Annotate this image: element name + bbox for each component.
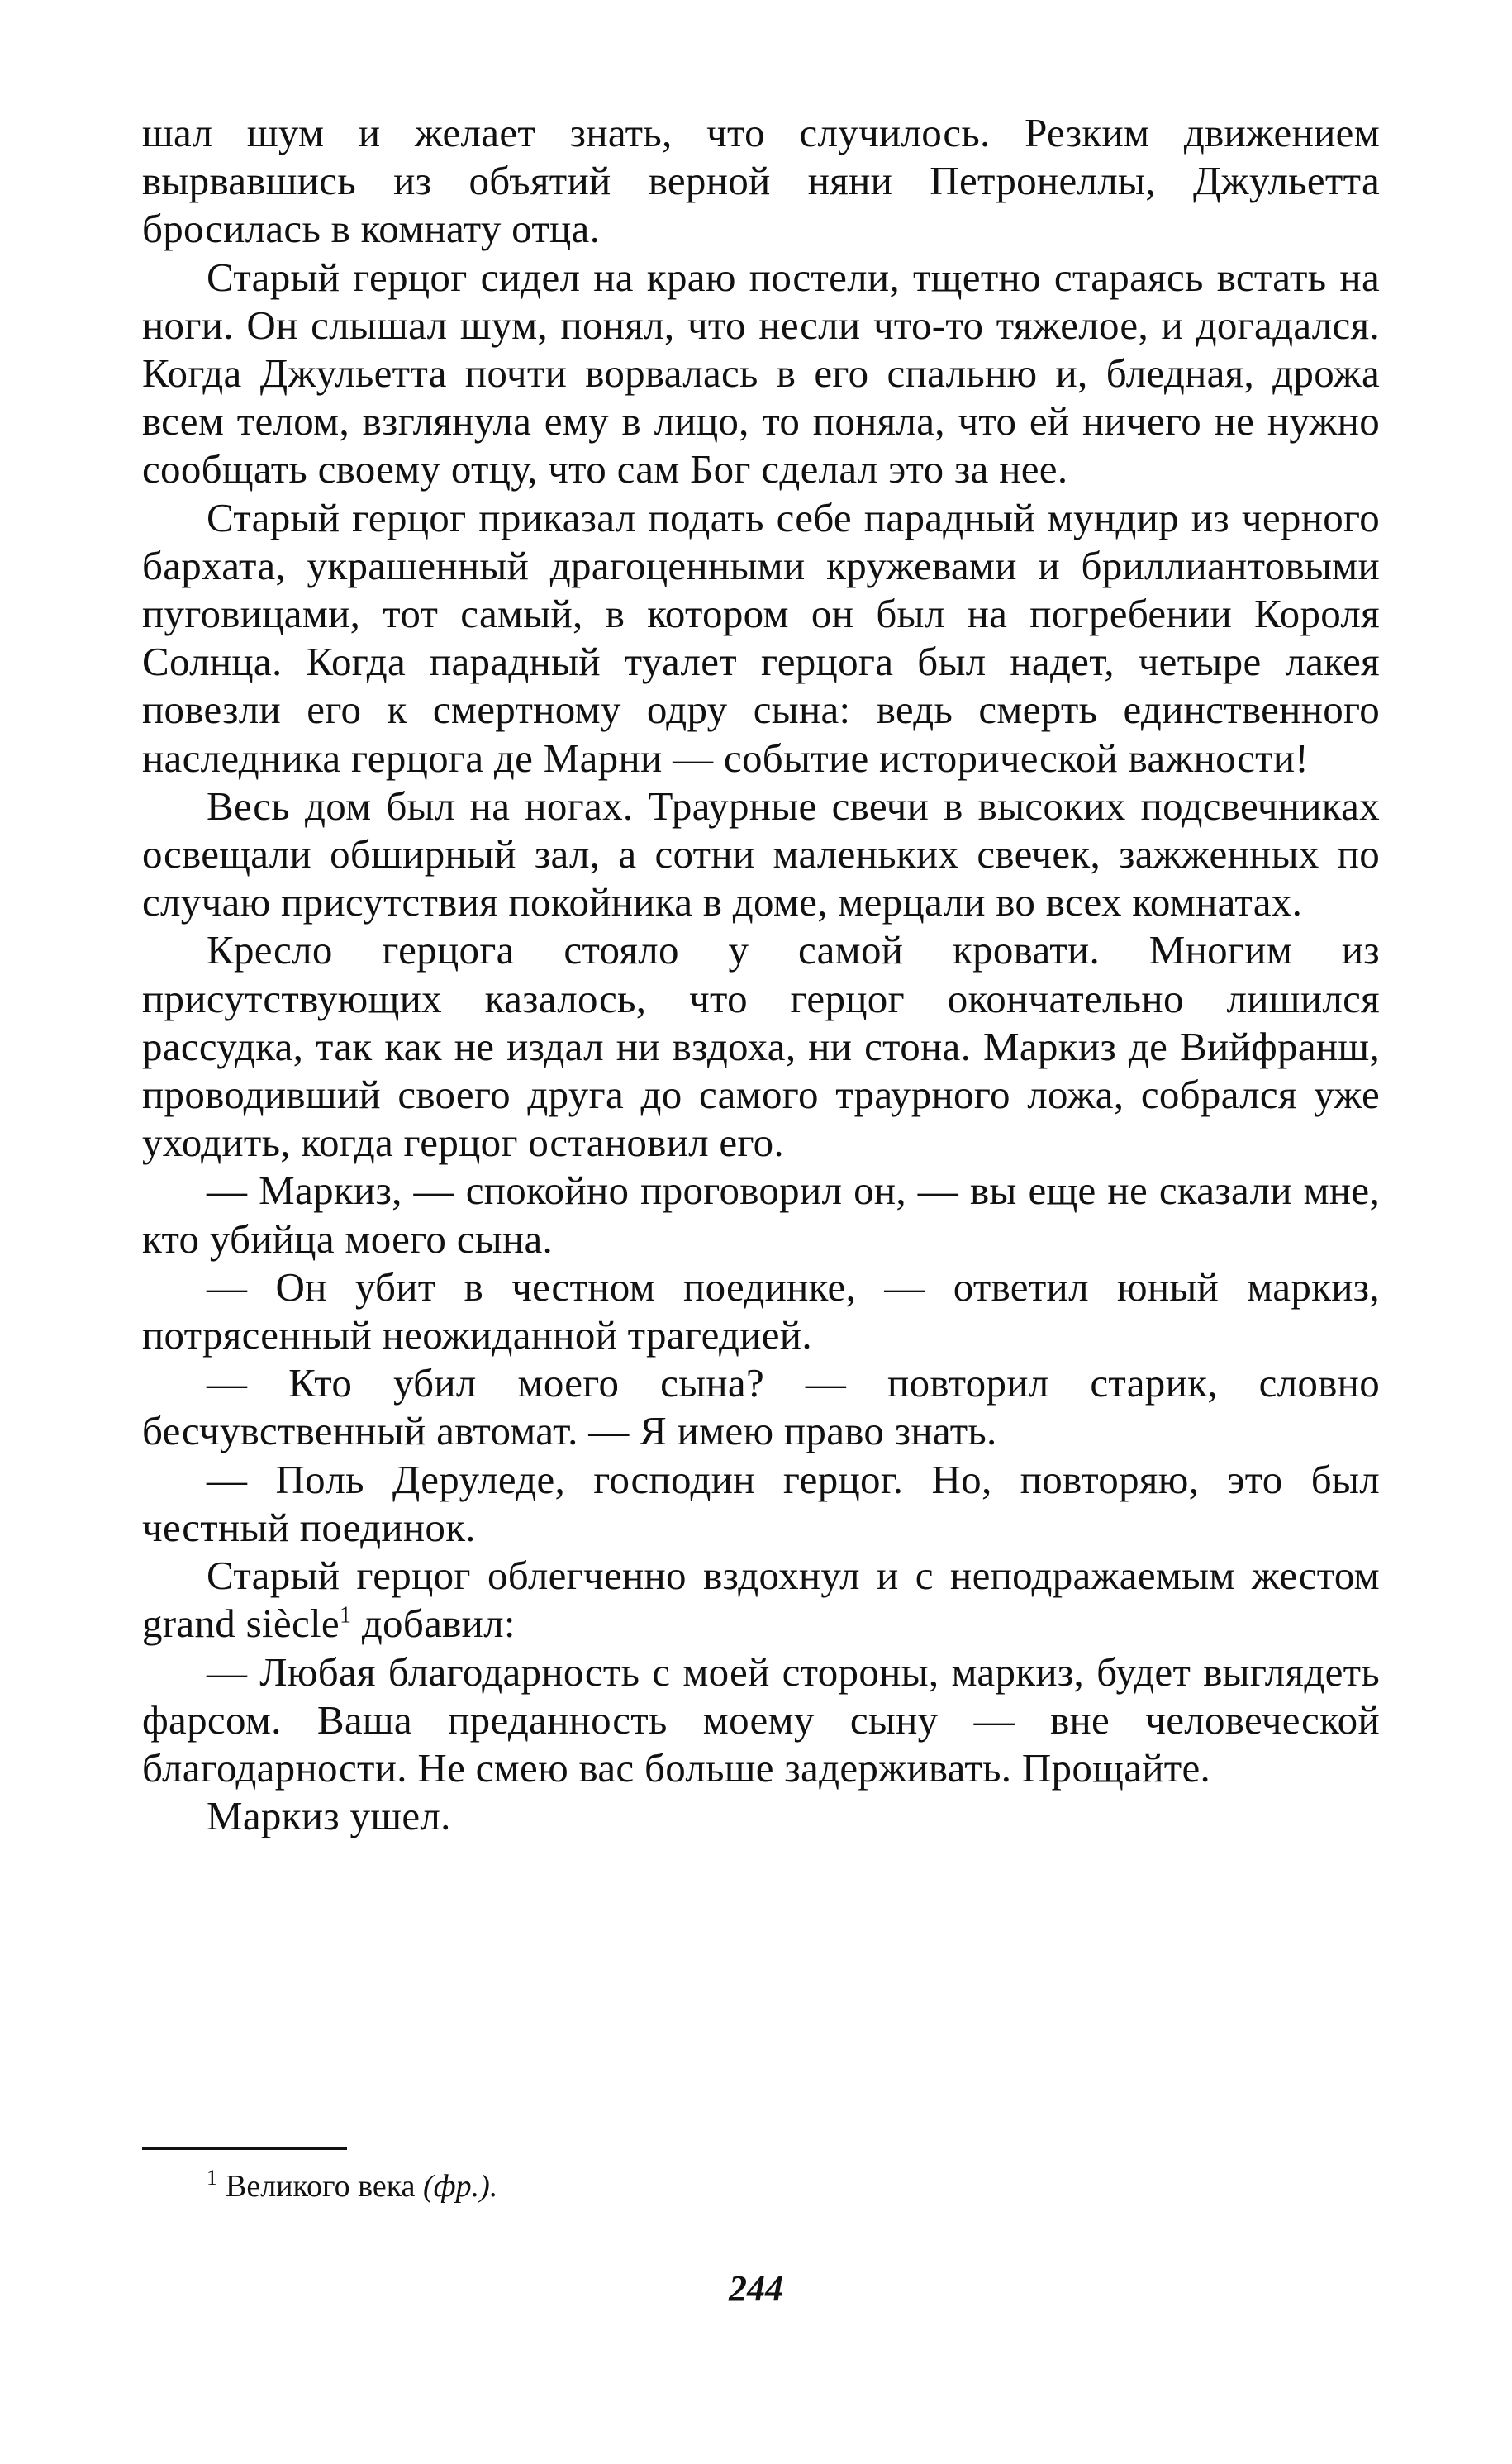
paragraph-with-footnote xyxy=(142,1552,1380,1648)
dialogue-line-2: — Он убит в честном поединке, — ответил юный маркиз, потрясенный неожиданной трагедией. xyxy=(142,1263,1380,1358)
paragraph-10-ending: добавил: xyxy=(351,1601,516,1647)
footnote-reference: 1 xyxy=(339,1602,352,1629)
dialogue-line-5: — Любая благодарность с моей стороны, маркиз, будет выглядеть фарсом. Ваша преданность моему сыну — вне человеческой благодарности. Не смею вас больше задерживать. Прощайте. xyxy=(142,1648,1380,1791)
page-number: 244 xyxy=(729,2268,783,2309)
footnote-divider xyxy=(142,2147,347,2150)
footnote-language: (фр.). xyxy=(423,2169,498,2204)
paragraph-2: Старый герцог сидел на краю постели, тщетно стараясь встать на ноги. Он слышал шум, понял, что несли что-то тяжелое, и догадался. Когда Джульетта почти ворвалась в его спальню и, бледная, дрожа всем телом, взглянула ему в лицо, то поняла, что ей ничего не нужно сообщать своему отцу, что сам Бог сделал это за нее. xyxy=(142,254,1380,492)
paragraph-4: Весь дом был на ногах. Траурные свечи в высоких подсвечниках освещали обширный зал, а сотни маленьких свечек, зажженных по случаю присутствия покойника в доме, мерцали во всех комнатах. xyxy=(142,782,1380,925)
dialogue-line-3: — Кто убил моего сына? — повторил старик, словно бесчувственный автомат. — Я имею право знать. xyxy=(142,1360,1380,1454)
paragraph-10-text: Старый герцог облегченно вздохнул и с неподражаемым жестом grand siècle xyxy=(142,1553,1380,1647)
footnote-text: Великого века xyxy=(226,2169,416,2204)
paragraph-final: Маркиз ушел. xyxy=(207,1793,451,1839)
footnote xyxy=(207,2168,497,2205)
dialogue-line-4: — Поль Деруледе, господин герцог. Но, повторяю, это был честный поединок. xyxy=(142,1456,1380,1550)
paragraph-5: Кресло герцога стояло у самой кровати. Многим из присутствующих казалось, что герцог окончательно лишился рассудка, так как не издал ни вздоха, ни стона. Маркиз де Вийфранш, проводивший своего друга до самого траурного ложа, собрался уже уходить, когда герцог остановил его. xyxy=(142,927,1380,1166)
paragraph-3: Старый герцог приказал подать себе парадный мундир из черного бархата, украшенный драгоценными кружевами и бриллиантовыми пуговицами, тот самый, в котором он был на погребении Короля Солнца. Когда парадный туалет герцога был надет, четыре лакея повезли его к смертному одру сына: ведь смерть единственного наследника герцога де Марни — событие исторической важности! xyxy=(142,494,1380,781)
footnote-marker: 1 xyxy=(207,2166,217,2190)
paragraph-1: шал шум и желает знать, что случилось. Резким движением вырвавшись из объятий верной няни Петронеллы, Джульетта бросилась в комнату отца. xyxy=(142,110,1380,252)
page-body xyxy=(142,109,1380,1840)
dialogue-line-1: — Маркиз, — спокойно проговорил он, — вы еще не сказали мне, кто убийца моего сына. xyxy=(142,1168,1380,1262)
